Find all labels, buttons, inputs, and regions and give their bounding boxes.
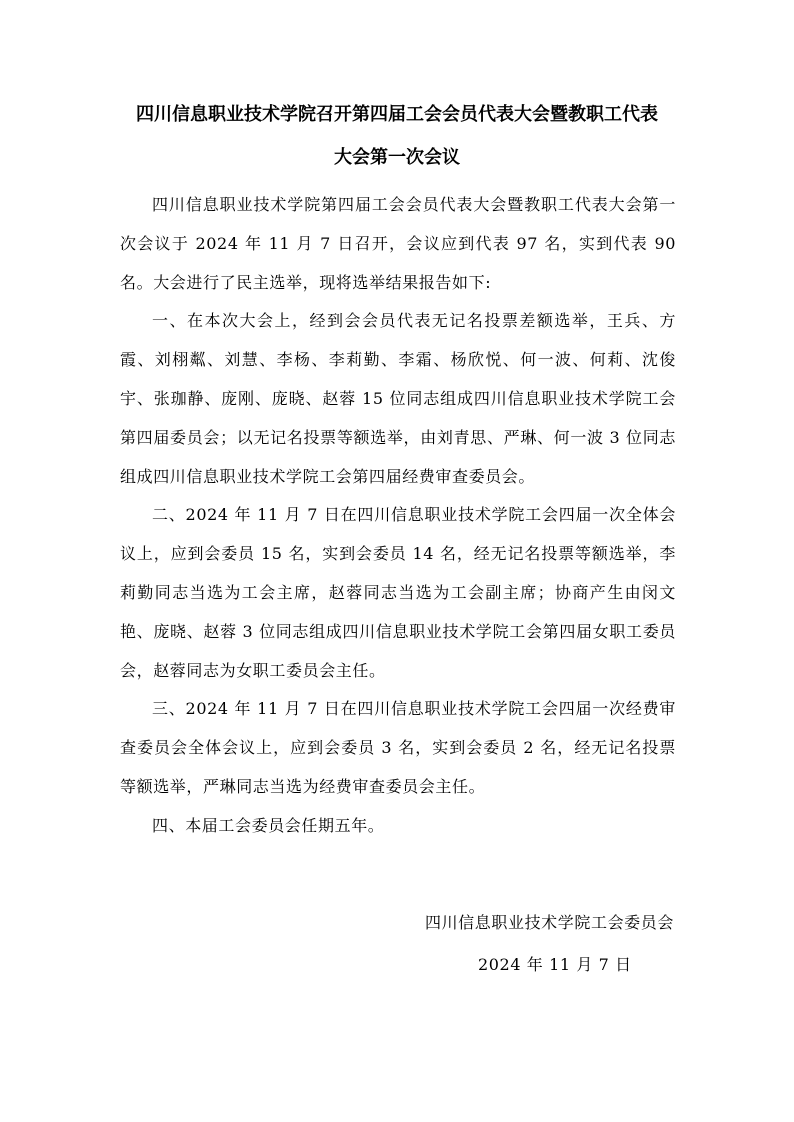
signature-organization: 四川信息职业技术学院工会委员会 (424, 913, 674, 932)
paragraph-intro: 四川信息职业技术学院第四届工会会员代表大会暨教职工代表大会第一次会议于 2024 年 11 月 7 日召开，会议应到代表 97 名，实到代表 90 名。大会进行了民主选举，现将选举结果报告如下: (120, 195, 676, 292)
document-body (120, 186, 676, 846)
paragraph-item-1: 一、在本次大会上，经到会会员代表无记名投票差额选举，王兵、方霞、刘栩粼、刘慧、李杨、李莉勤、李霜、杨欣悦、何一波、何莉、沈俊宇、张珈静、庞刚、庞晓、赵蓉 15 位同志组成四川信息职业技术学院工会第四届委员会；以无记名投票等额选举，由刘青思、严琳、何一波 3 位同志组成四川信息职业技术学院工会第四届经费审查委员会。 (120, 311, 676, 486)
paragraph-item-3: 三、2024 年 11 月 7 日在四川信息职业技术学院工会四届一次经费审查委员会全体会议上，应到会委员 3 名，实到会委员 2 名，经无记名投票等额选举，严琳同志当选为经费审查委员会主任。 (120, 699, 676, 796)
document-title-line-2: 大会第一次会议 (334, 147, 460, 168)
document-title-line-1: 四川信息职业技术学院召开第四届工会会员代表大会暨教职工代表 (136, 104, 658, 125)
signature-date: 2024 年 11 月 7 日 (478, 955, 632, 974)
paragraph-item-4: 四、本届工会委员会任期五年。 (152, 815, 385, 835)
paragraph-item-2: 二、2024 年 11 月 7 日在四川信息职业技术学院工会四届一次全体会议上，应到会委员 15 名，实到会委员 14 名，经无记名投票等额选举，李莉勤同志当选为工会主席，赵蓉同志当选为工会副主席；协商产生由闵文艳、庞晓、赵蓉 3 位同志组成四川信息职业技术学院工会第四届女职工委员会，赵蓉同志为女职工委员会主任。 (120, 505, 676, 680)
